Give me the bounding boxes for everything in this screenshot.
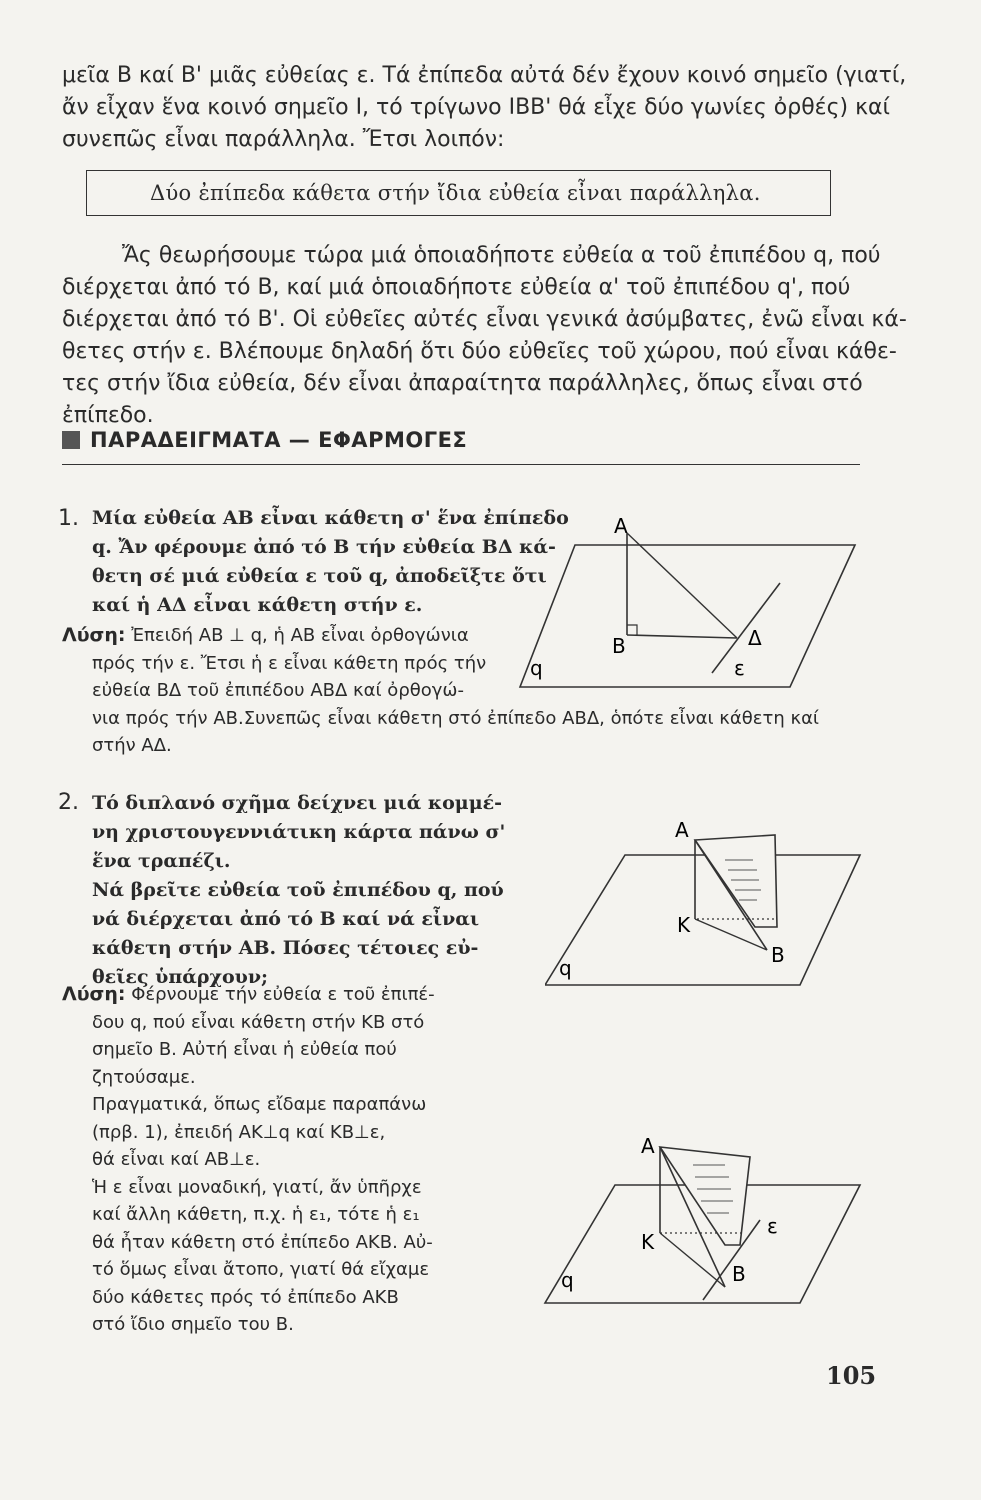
solution-label: Λύση: [62,983,126,1005]
statement-line: θεῖες ὑπάρχουν; [92,966,269,988]
figure-1 [490,505,870,705]
statement-line: καί ἡ ΑΔ εἶναι κάθετη στήν ε. [92,594,423,616]
solution-line: πρός τήν ε. Ἔτσι ἡ ε εἶναι κάθετη πρός τήν [92,652,487,674]
text-line: μεῖα Β καί Β' μιᾶς εὐθείας ε. Τά ἐπίπεδα αὐτά δέν ἔχουν κοινό σημεῖο (γιατί, [62,63,907,88]
segment-kb [660,1233,725,1287]
solution-line: θά ἦταν κάθετη στό ἐπίπεδο ΑΚΒ. Αὐ- [92,1231,433,1253]
label-b: Β [732,1262,746,1286]
text-line: τες στήν ἴδια εὐθεία, δέν εἶναι ἀπαραίτητα παράλληλες, ὅπως εἶναι στό [62,371,863,396]
label-k: Κ [641,1230,655,1254]
figure-2-card [545,815,875,995]
solution-line: στό ἴδιο σημεῖο του Β. [92,1314,294,1335]
text-line: διέρχεται ἀπό τό Β, καί μιά ὁποιαδήποτε εὐθεία α' τοῦ ἐπιπέδου q', πού [62,275,851,300]
label-q: q [561,1268,574,1292]
solution-line: τό ὅμως εἶναι ἄτοπο, γιατί θά εἴχαμε [92,1259,430,1280]
intro-paragraph [62,60,907,156]
text-line: συνεπῶς εἶναι παράλληλα. Ἔτσι λοιπόν: [62,127,505,152]
solution-line: Πραγματικά, ὅπως εἴδαμε παραπάνω [92,1094,427,1115]
example-2-statement [92,789,505,992]
example-2-solution [62,981,435,1339]
statement-line: q. Ἄν φέρουμε ἀπό τό Β τήν εὐθεία ΒΔ κά- [92,536,556,558]
label-b: Β [771,943,785,967]
card-upper [660,1147,750,1245]
example-2-number: 2. [58,790,79,815]
section-title: ΠΑΡΑΔΕΙΓΜΑΤΑ — ΕΦΑΡΜΟΓΕΣ [90,428,468,452]
solution-line: ζητούσαμε. [92,1066,196,1088]
label-e: ε [767,1214,778,1238]
label-e: ε [734,656,745,680]
text-line: ἄν εἶχαν ἕνα κοινό σημεῖο Ι, τό τρίγωνο ΙΒΒ' θά εἶχε δύο γωνίες ὀρθές) καί [62,95,890,120]
line-e [712,583,780,673]
statement-line: κάθετη στήν ΑΒ. Πόσες τέτοιες εὐ- [92,937,479,959]
solution-line: σημεῖο Β. Αὐτή εἶναι ἡ εὐθεία πού [92,1039,397,1060]
body-paragraph [62,240,907,432]
page-number: 105 [826,1361,877,1390]
label-a: Α [675,818,689,842]
text-line: ἐπίπεδο. [62,403,154,428]
solution-line: Φέρνουμε τήν εὐθεία ε τοῦ ἐπιπέ- [131,984,435,1005]
card-upper [695,835,777,927]
solution-line: στήν ΑΔ. [92,735,172,756]
statement-line: Νά βρεῖτε εὐθεία τοῦ ἐπιπέδου q, πού [92,879,504,901]
segment-bd [627,635,737,638]
example-1-number: 1. [58,506,79,531]
solution-line: δύο κάθετες πρός τό ἐπίπεδο ΑΚΒ [92,1286,399,1308]
solution-line: Ἡ ε εἶναι μοναδική, γιατί, ἄν ὑπῆρχε [92,1176,422,1198]
label-d: Δ [748,626,762,650]
label-q: q [530,656,543,680]
solution-line: καί ἄλλη κάθετη, π.χ. ἡ ε₁, τότε ἡ ε₁ [92,1204,420,1225]
solution-line: εὐθεία ΒΔ τοῦ ἐπιπέδου ΑΒΔ καί ὀρθογώ- [92,680,464,701]
statement-line: νη χριστουγεννιάτικη κάρτα πάνω σ' [92,821,506,843]
text-line: Ἄς θεωρήσουμε τώρα μιά ὁποιαδήποτε εὐθεία α τοῦ ἐπιπέδου q, πού [122,243,881,268]
solution-line: δου q, πού εἶναι κάθετη στήν ΚΒ στό [92,1011,425,1033]
section-rule [62,464,860,465]
label-k: Κ [677,913,691,937]
label-b: Β [612,634,626,658]
solution-label: Λύση: [62,624,126,646]
statement-line: θετη σέ μιά εὐθεία ε τοῦ q, ἀποδεῖξτε ὅτι [92,565,547,587]
solution-line: (πρβ. 1), ἐπειδή ΑΚ⊥q καί ΚΒ⊥ε, [92,1121,386,1143]
solution-line: θά εἶναι καί ΑΒ⊥ε. [92,1149,261,1170]
solution-line: νια πρός τήν ΑΒ.Συνεπῶς εἶναι κάθετη στό ἐπίπεδο ΑΒΔ, ὁπότε εἶναι κάθετη καί [92,707,820,729]
right-angle-icon [627,625,637,635]
solution-line: Ἐπειδή ΑΒ ⊥ q, ἡ ΑΒ εἶναι ὀρθογώνια [131,625,469,646]
label-a: Α [641,1135,655,1158]
section-heading [62,428,467,452]
statement-line: Μία εὐθεία ΑΒ εἶναι κάθετη σ' ἕνα ἐπίπεδο [92,507,569,529]
theorem-text: Δύο ἐπίπεδα κάθετα στήν ἴδια εὐθεία εἶναι παράλληλα. [150,181,761,205]
plane-q [520,545,855,687]
text-line: θετες στήν ε. Βλέπουμε δηλαδή ὅτι δύο εὐθεῖες τοῦ χώρου, πού εἶναι κάθε- [62,339,897,364]
label-a: Α [614,514,628,538]
plane-q [545,855,860,985]
square-bullet-icon [62,431,80,449]
text-line: διέρχεται ἀπό τό Β'. Οἱ εὐθεῖες αὐτές εἶναι γενικά ἀσύμβατες, ἐνῶ εἶναι κά- [62,307,907,332]
statement-line: νά διέρχεται ἀπό τό Β καί νά εἶναι [92,908,480,930]
segment-ad [627,533,737,638]
statement-line: Τό διπλανό σχῆμα δείχνει μιά κομμέ- [92,792,503,814]
statement-line: ἕνα τραπέζι. [92,850,231,872]
figure-2-solution [535,1135,865,1310]
label-q: q [559,956,572,980]
